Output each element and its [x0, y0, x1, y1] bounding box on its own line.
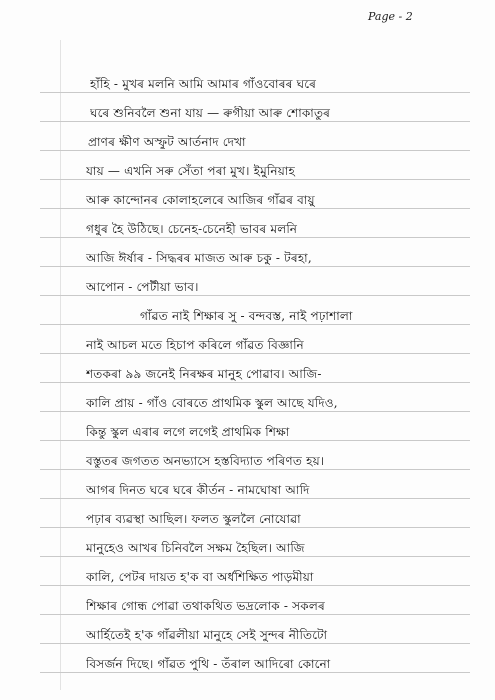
- text-line: বস্তুতৰ জগতত অনভ্যাসে হস্তবিদ্যাত পৰিণত হয়।: [86, 454, 325, 468]
- text-line: আৰ্হিতেই হ'ক গাঁৱলীয়া মানুহে সেই সুন্দৰ নীতিটো: [86, 628, 328, 642]
- text-line: ঘৰে শুনিবলৈ শুনা যায় — ৰুগীয়া আৰু শোকাতুৰ: [90, 106, 331, 120]
- ruled-line: [40, 643, 470, 644]
- text-line: কালি প্ৰায় - গাঁও বোৰতে প্ৰাথমিক স্কুল আছে যদিও,: [86, 396, 338, 410]
- text-line: নাই আচল মতে হিচাপ কৰিলে গাঁৱত বিজ্ঞানি: [86, 338, 304, 352]
- ruled-line: [40, 179, 470, 180]
- ruled-line: [40, 527, 470, 528]
- ruled-line: [40, 353, 470, 354]
- text-line: শতকৰা ৯৯ জনেই নিৰক্ষৰ মানুহ পোৱাব। আজি-: [86, 367, 322, 381]
- text-line: গাঁৱত নাই শিক্ষাৰ সু - বন্দবস্ত, নাই পঢ়াশালা: [140, 309, 353, 323]
- margin-line: [60, 40, 61, 690]
- text-line: গধুৰ হৈ উঠিছে। চেনেহ-চেনেহী ভাবৰ মলনি: [86, 222, 298, 236]
- ruled-line: [40, 382, 470, 383]
- text-line: বিসৰ্জন দিছে। গাঁৱত পুথি - তঁৰাল আদিৰো কোনো: [86, 657, 331, 671]
- ruled-line: [40, 266, 470, 267]
- text-line: আগৰ দিনত ঘৰে ঘৰে কীৰ্তন - নামঘোষা আদি: [86, 483, 310, 497]
- text-line: যায় — এখনি সৰু সেঁতা পৰা মুখ। ইমুনিয়াহ: [86, 164, 295, 178]
- ruled-line: [40, 440, 470, 441]
- ruled-line: [40, 556, 470, 557]
- text-line: কিন্তু স্কুল এৰাৰ লগে লগেই প্ৰাথমিক শিক্ষা: [86, 425, 290, 439]
- ruled-line: [40, 614, 470, 615]
- text-line: হাঁহি - মুখৰ মলনি আমি আমাৰ গাঁওবোৰৰ ঘৰে: [90, 77, 317, 91]
- page-number: Page - 2: [368, 10, 413, 23]
- ruled-line: [40, 150, 470, 151]
- ruled-line: [40, 208, 470, 209]
- ruled-line: [40, 411, 470, 412]
- text-line: মানুহেও আখৰ চিনিবলৈ সক্ষম হৈছিল। আজি: [86, 541, 305, 555]
- ruled-line: [40, 498, 470, 499]
- text-line: প্ৰাণৰ ক্ষীণ অস্ফুট আৰ্তনাদ দেখা: [88, 135, 246, 149]
- text-line: কালি, পেটৰ দায়ত হ'ক বা অৰ্ধশিক্ষিত পাড়মীয়া: [86, 570, 314, 584]
- ruled-line: [40, 237, 470, 238]
- text-line: পঢ়াৰ ব্যৱস্থা আছিল। ফলত স্কুললৈ নোযোৱা: [86, 512, 301, 526]
- ruled-line: [40, 469, 470, 470]
- text-line: শিক্ষাৰ গোন্ধ পোৱা তথাকথিত ভদ্ৰলোক - সকলৰ: [86, 599, 325, 613]
- text-line: আপোন - পেটীয়া ভাব।: [86, 280, 199, 294]
- ruled-line: [40, 672, 470, 673]
- ruled-line: [40, 324, 470, 325]
- text-line: আজি ঈৰ্ষাৰ - সিদ্ধৰৰ মাজত আৰু চকু - টৰহা,: [86, 251, 312, 265]
- ruled-line: [40, 121, 470, 122]
- text-line: আৰু কান্দোনৰ কোলাহলেৰে আজিৰ গাঁৱৰ বায়ু: [86, 193, 315, 207]
- ruled-line: [40, 585, 470, 586]
- ruled-line: [40, 295, 470, 296]
- ruled-line: [40, 92, 470, 93]
